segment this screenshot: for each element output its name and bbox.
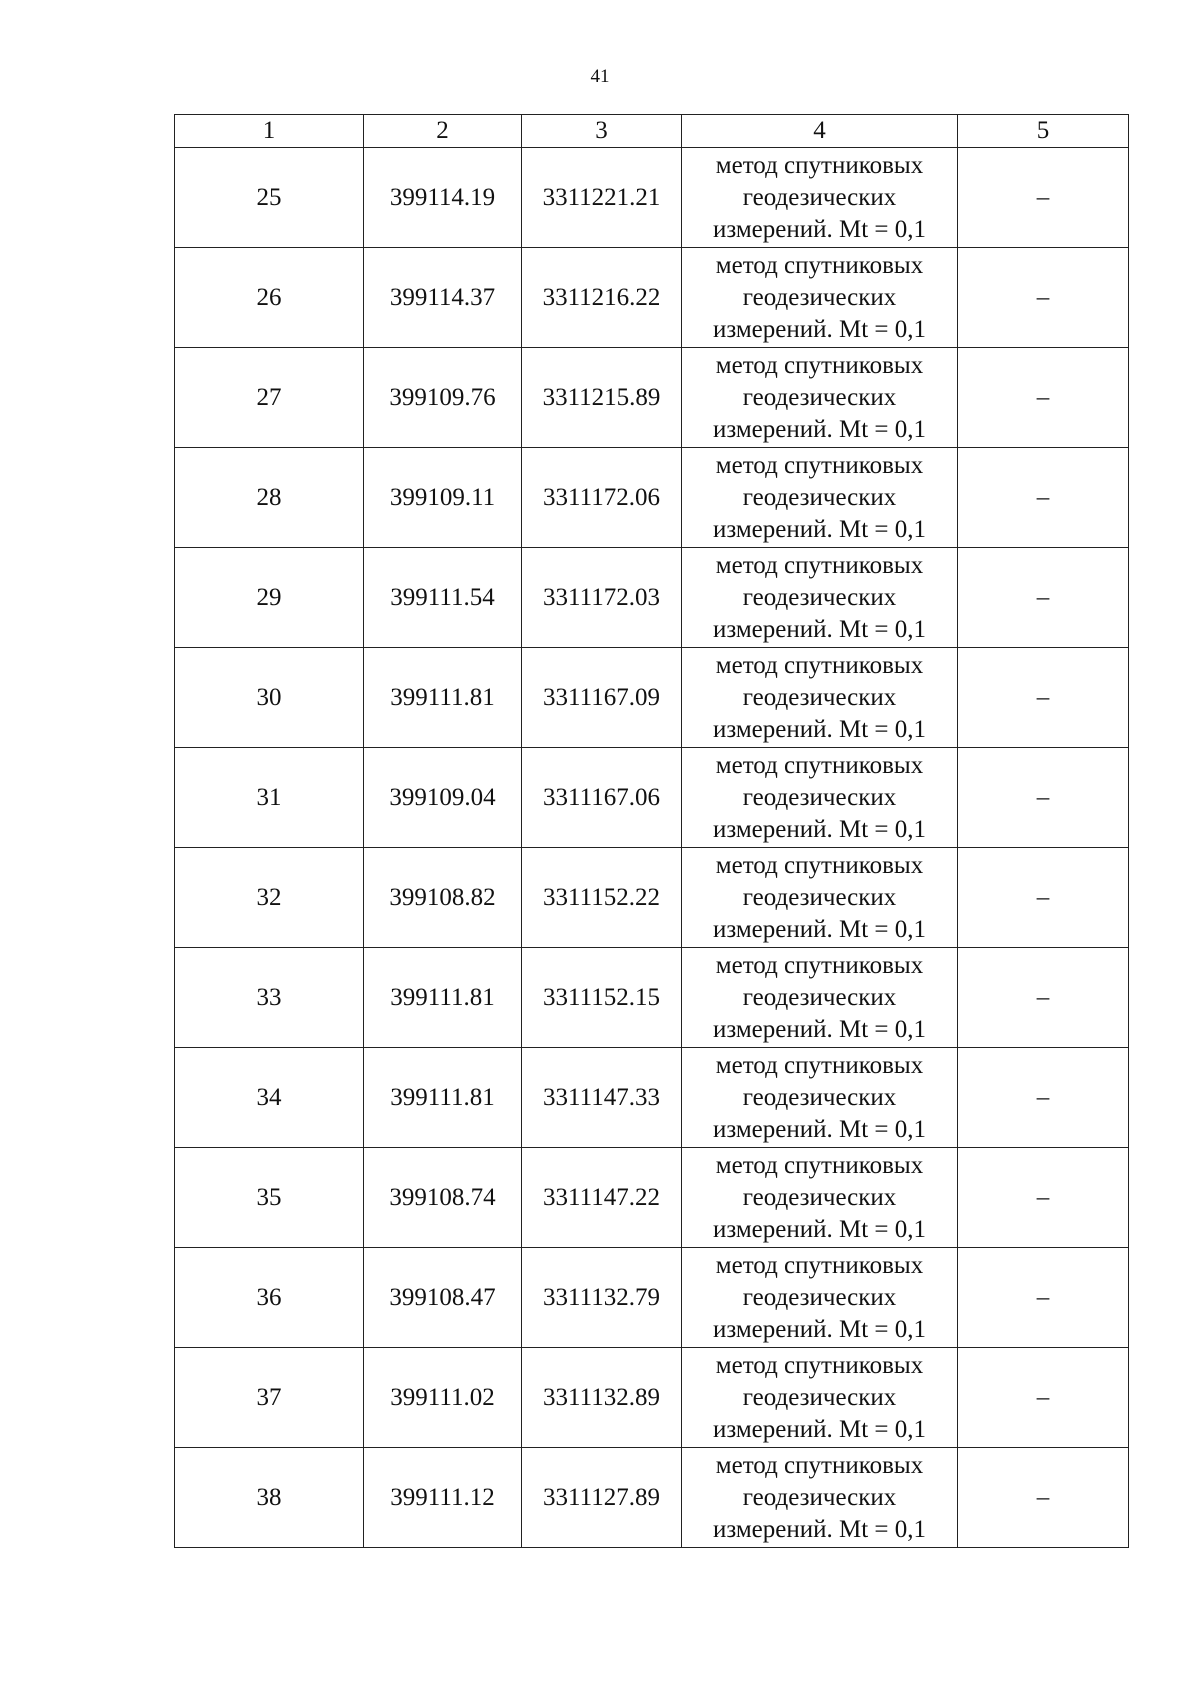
point-number-cell: 25 [175,148,364,248]
y-coordinate-cell: 3311172.06 [522,448,682,548]
column-header-3: 3 [522,115,682,148]
note-cell: – [958,648,1129,748]
method-cell [682,648,958,748]
point-number-cell: 28 [175,448,364,548]
y-coordinate-cell: 3311172.03 [522,548,682,648]
method-cell [682,748,958,848]
note-cell: – [958,948,1129,1048]
method-cell [682,948,958,1048]
note-cell: – [958,848,1129,948]
note-cell: – [958,548,1129,648]
page-number: 41 [590,66,610,87]
method-line: метод спутниковых [715,451,924,479]
method-line: геодезических [742,683,897,711]
point-number-cell: 27 [175,348,364,448]
method-line: измерений. Mt = 0,1 [712,1415,927,1443]
method-cell [682,348,958,448]
method-line: метод спутниковых [715,751,924,779]
method-line: метод спутниковых [715,251,924,279]
x-coordinate-cell: 399111.81 [364,1048,522,1148]
x-coordinate-cell: 399111.81 [364,948,522,1048]
method-line: геодезических [742,983,897,1011]
method-line: геодезических [742,583,897,611]
column-header-1: 1 [175,115,364,148]
method-line: измерений. Mt = 0,1 [712,515,927,543]
y-coordinate-cell: 3311127.89 [522,1448,682,1548]
note-cell: – [958,1048,1129,1148]
table-row [175,1048,1129,1148]
method-line: геодезических [742,1183,897,1211]
table-row [175,348,1129,448]
table-row [175,848,1129,948]
column-header-4: 4 [682,115,958,148]
method-line: метод спутниковых [715,1251,924,1279]
point-number-cell: 32 [175,848,364,948]
x-coordinate-cell: 399111.81 [364,648,522,748]
table-row [175,548,1129,648]
point-number-cell: 30 [175,648,364,748]
note-cell: – [958,248,1129,348]
method-line: измерений. Mt = 0,1 [712,1315,927,1343]
table-row [175,248,1129,348]
note-cell: – [958,1248,1129,1348]
method-cell [682,1448,958,1548]
point-number-cell: 31 [175,748,364,848]
note-cell: – [958,448,1129,548]
x-coordinate-cell: 399111.12 [364,1448,522,1548]
y-coordinate-cell: 3311167.06 [522,748,682,848]
x-coordinate-cell: 399114.19 [364,148,522,248]
x-coordinate-cell: 399109.11 [364,448,522,548]
method-line: измерений. Mt = 0,1 [712,215,927,243]
method-line: геодезических [742,1083,897,1111]
method-line: геодезических [742,283,897,311]
note-cell: – [958,1448,1129,1548]
method-line: измерений. Mt = 0,1 [712,1215,927,1243]
method-line: метод спутниковых [715,1051,924,1079]
method-line: геодезических [742,1283,897,1311]
table-row [175,148,1129,248]
method-line: измерений. Mt = 0,1 [712,715,927,743]
column-header-2: 2 [364,115,522,148]
method-line: метод спутниковых [715,951,924,979]
y-coordinate-cell: 3311221.21 [522,148,682,248]
table-body [175,148,1129,1548]
point-number-cell: 37 [175,1348,364,1448]
method-line: метод спутниковых [715,1451,924,1479]
method-line: метод спутниковых [715,1151,924,1179]
method-line: геодезических [742,1383,897,1411]
method-line: геодезических [742,783,897,811]
y-coordinate-cell: 3311132.89 [522,1348,682,1448]
point-number-cell: 26 [175,248,364,348]
method-cell [682,548,958,648]
method-line: геодезических [742,883,897,911]
point-number-cell: 38 [175,1448,364,1548]
method-line: измерений. Mt = 0,1 [712,415,927,443]
method-line: измерений. Mt = 0,1 [712,1015,927,1043]
method-cell [682,1148,958,1248]
y-coordinate-cell: 3311147.33 [522,1048,682,1148]
coordinates-table [174,114,1129,1548]
y-coordinate-cell: 3311215.89 [522,348,682,448]
y-coordinate-cell: 3311147.22 [522,1148,682,1248]
x-coordinate-cell: 399108.74 [364,1148,522,1248]
y-coordinate-cell: 3311132.79 [522,1248,682,1348]
table-row [175,1348,1129,1448]
point-number-cell: 35 [175,1148,364,1248]
x-coordinate-cell: 399109.04 [364,748,522,848]
point-number-cell: 33 [175,948,364,1048]
table-row [175,1448,1129,1548]
note-cell: – [958,1348,1129,1448]
point-number-cell: 34 [175,1048,364,1148]
method-line: метод спутниковых [715,1351,924,1379]
x-coordinate-cell: 399108.47 [364,1248,522,1348]
method-cell [682,1348,958,1448]
method-line: измерений. Mt = 0,1 [712,1115,927,1143]
note-cell: – [958,748,1129,848]
table-row [175,648,1129,748]
table-row [175,1248,1129,1348]
table-row [175,748,1129,848]
method-line: геодезических [742,383,897,411]
method-line: метод спутниковых [715,851,924,879]
x-coordinate-cell: 399109.76 [364,348,522,448]
method-cell [682,248,958,348]
y-coordinate-cell: 3311167.09 [522,648,682,748]
column-header-5: 5 [958,115,1129,148]
y-coordinate-cell: 3311152.15 [522,948,682,1048]
table-row [175,448,1129,548]
method-line: метод спутниковых [715,651,924,679]
point-number-cell: 29 [175,548,364,648]
method-line: геодезических [742,183,897,211]
table-row [175,1148,1129,1248]
y-coordinate-cell: 3311216.22 [522,248,682,348]
method-line: измерений. Mt = 0,1 [712,915,927,943]
note-cell: – [958,1148,1129,1248]
table-row [175,948,1129,1048]
method-cell [682,848,958,948]
method-line: метод спутниковых [715,151,924,179]
method-line: измерений. Mt = 0,1 [712,815,927,843]
method-line: измерений. Mt = 0,1 [712,1515,927,1543]
note-cell: – [958,348,1129,448]
method-cell [682,448,958,548]
x-coordinate-cell: 399111.02 [364,1348,522,1448]
x-coordinate-cell: 399108.82 [364,848,522,948]
point-number-cell: 36 [175,1248,364,1348]
x-coordinate-cell: 399111.54 [364,548,522,648]
table-header-row [175,115,1129,148]
method-cell [682,1248,958,1348]
y-coordinate-cell: 3311152.22 [522,848,682,948]
method-cell [682,148,958,248]
method-cell [682,1048,958,1148]
method-line: измерений. Mt = 0,1 [712,615,927,643]
note-cell: – [958,148,1129,248]
method-line: геодезических [742,483,897,511]
x-coordinate-cell: 399114.37 [364,248,522,348]
method-line: измерений. Mt = 0,1 [712,315,927,343]
method-line: геодезических [742,1483,897,1511]
method-line: метод спутниковых [715,551,924,579]
method-line: метод спутниковых [715,351,924,379]
